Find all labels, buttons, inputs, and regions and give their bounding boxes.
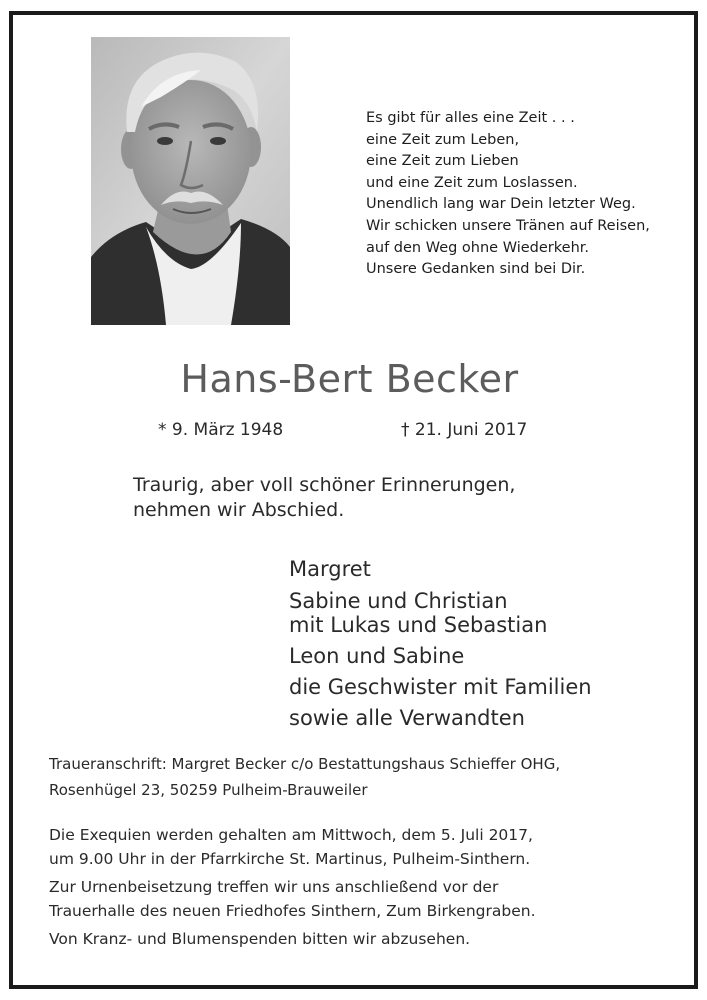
poem-line: Wir schicken unsere Tränen auf Reisen, [366,217,650,234]
info-line: Trauerhalle des neuen Friedhofes Sinthern, Zum Birkengraben. [49,902,536,920]
info-line: Zur Urnenbeisetzung treffen wir uns anschließend vor der [49,878,499,896]
family-member: Sabine und Christian [289,589,508,613]
family-member: Leon und Sabine [289,644,465,668]
info-line: um 9.00 Uhr in der Pfarrkirche St. Martinus, Pulheim-Sinthern. [49,850,531,868]
grief-statement [133,473,515,523]
family-member: mit Lukas und Sebastian [289,613,548,637]
family-member: sowie alle Verwandten [289,706,525,730]
grief-line: nehmen wir Abschied. [133,499,345,521]
address-line: Rosenhügel 23, 50259 Pulheim-Brauweiler [49,781,368,799]
family-member: die Geschwister mit Familien [289,675,592,699]
grief-line: Traurig, aber voll schöner Erinnerungen, [133,474,516,496]
poem [366,108,696,281]
death-date: † 21. Juni 2017 [401,420,528,440]
info-line: Von Kranz- und Blumenspenden bitten wir abzusehen. [49,930,471,948]
poem-line: Unsere Gedanken sind bei Dir. [366,261,586,278]
poem-line: auf den Weg ohne Wiederkehr. [366,239,590,256]
info-line: Die Exequien werden gehalten am Mittwoch, dem 5. Juli 2017, [49,826,533,844]
poem-line: Unendlich lang war Dein letzter Weg. [366,196,636,213]
deceased-name: Hans-Bert Becker [180,357,519,401]
poem-line: und eine Zeit zum Loslassen. [366,174,578,191]
poem-line: Es gibt für alles eine Zeit . . . [366,110,575,126]
mourning-address [49,751,560,803]
portrait-photo-icon [91,37,290,325]
birth-date: * 9. März 1948 [158,420,284,440]
poem-line: eine Zeit zum Leben, [366,131,520,148]
family-member: Margret [289,557,371,581]
poem-line: eine Zeit zum Lieben [366,153,519,170]
address-line: Traueranschrift: Margret Becker c/o Bestattungshaus Schieffer OHG, [49,755,561,773]
